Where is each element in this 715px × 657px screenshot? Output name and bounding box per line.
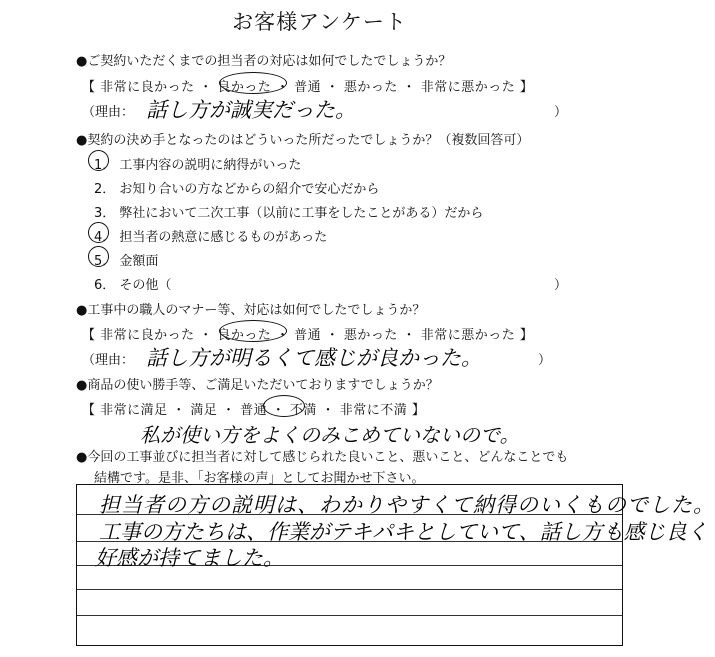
free-comment-box (76, 484, 715, 646)
item-circle (88, 246, 109, 267)
answer-line: 工事の方たちは、作業がテキパキとしていて、話し方も感じ良く (99, 520, 708, 544)
answer-line: 好感が持てました。 (95, 546, 284, 570)
q2-item: 3． 弊社において二次工事（以前に工事をしたことがある）だから (94, 206, 484, 221)
q2-item: 6． その他（ (94, 278, 172, 293)
q2-item: 1． 工事内容の説明に納得がいった (94, 158, 302, 173)
question-3-choices: 【 非常に良かった ・ 良かった ・ 普通 ・ 悪かった ・ 非常に悪かった 】 (82, 328, 534, 343)
question-3-reason-close: ） (538, 353, 552, 368)
ruled-line (77, 589, 622, 590)
question-1-reason-label: （理由： (82, 105, 135, 120)
question-1-reason-close: ） (554, 105, 568, 120)
question-4: ●商品の使い勝手等、ご満足いただいておりますでしょうか？ (76, 378, 439, 393)
q2-item-num: 4 (94, 230, 103, 245)
q2-other-close: ） (554, 278, 568, 293)
question-1-choices: 【 非常に良かった ・ 良かった ・ 普通 ・ 悪かった ・ 非常に悪かった 】 (82, 80, 534, 95)
item-circle (88, 222, 109, 243)
q2-item: 4． 担当者の熱意に感じるものがあった (94, 230, 328, 245)
q2-item-text: 担当者の熱意に感じるものがあった (119, 230, 328, 245)
question-3-reason: 話し方が明るくて感じが良かった。 (146, 346, 482, 370)
q2-item-text: 弊社において二次工事（以前に工事をしたことがある）だから (119, 206, 484, 221)
selected-choice-circle (219, 72, 287, 94)
q2-item-num: 2 (94, 182, 103, 197)
q2-item-text: その他（ (119, 278, 172, 293)
q2-item-num: 1 (94, 158, 103, 173)
selected-choice-circle (263, 395, 305, 417)
item-circle (88, 150, 109, 171)
answer-line: 担当者の方の説明は、わかりやすくて納得のいくものでした。 (99, 493, 715, 517)
question-1: ●ご契約いただくまでの担当者の対応は如何でしたでしょうか？ (76, 54, 452, 69)
question-4-choices: 【 非常に満足 ・ 満足 ・ 普通 ・ 不満 ・ 非常に不満 】 (82, 403, 426, 418)
q2-item-text: 金額面 (119, 254, 159, 269)
q2-item: 2． お知り合いの方などからの紹介で安心だから (94, 182, 380, 197)
q2-item-num: 5 (94, 254, 103, 269)
q2-item-num: 3 (94, 206, 103, 221)
q2-item: 5． 金額面 (94, 254, 159, 269)
question-5-line-2: 結構です。是非、「お客様の声」としてお聞かせ下さい。 (94, 471, 425, 486)
selected-choice-circle (219, 320, 287, 342)
question-5-line-1: ●今回の工事並びに担当者に対して感じられた良いこと、悪いこと、どんなことでも (76, 450, 569, 465)
question-2: ●契約の決め手となったのはどういった所だったでしょうか？（複数回答可） (76, 133, 530, 148)
question-4-comment: 私が使い方をよくのみこめていないので。 (140, 423, 520, 447)
question-1-reason: 話し方が誠実だった。 (146, 98, 356, 122)
question-3: ●工事中の職人のマナー等、対応は如何でしたでしょうか？ (76, 303, 426, 318)
q2-item-text: 工事内容の説明に納得がいった (119, 158, 302, 173)
question-3-reason-label: （理由： (82, 353, 135, 368)
ruled-line (77, 615, 622, 616)
q2-item-num: 6 (94, 278, 103, 293)
page-title: お客様アンケート (232, 10, 407, 34)
q2-item-text: お知り合いの方などからの紹介で安心だから (119, 182, 380, 197)
